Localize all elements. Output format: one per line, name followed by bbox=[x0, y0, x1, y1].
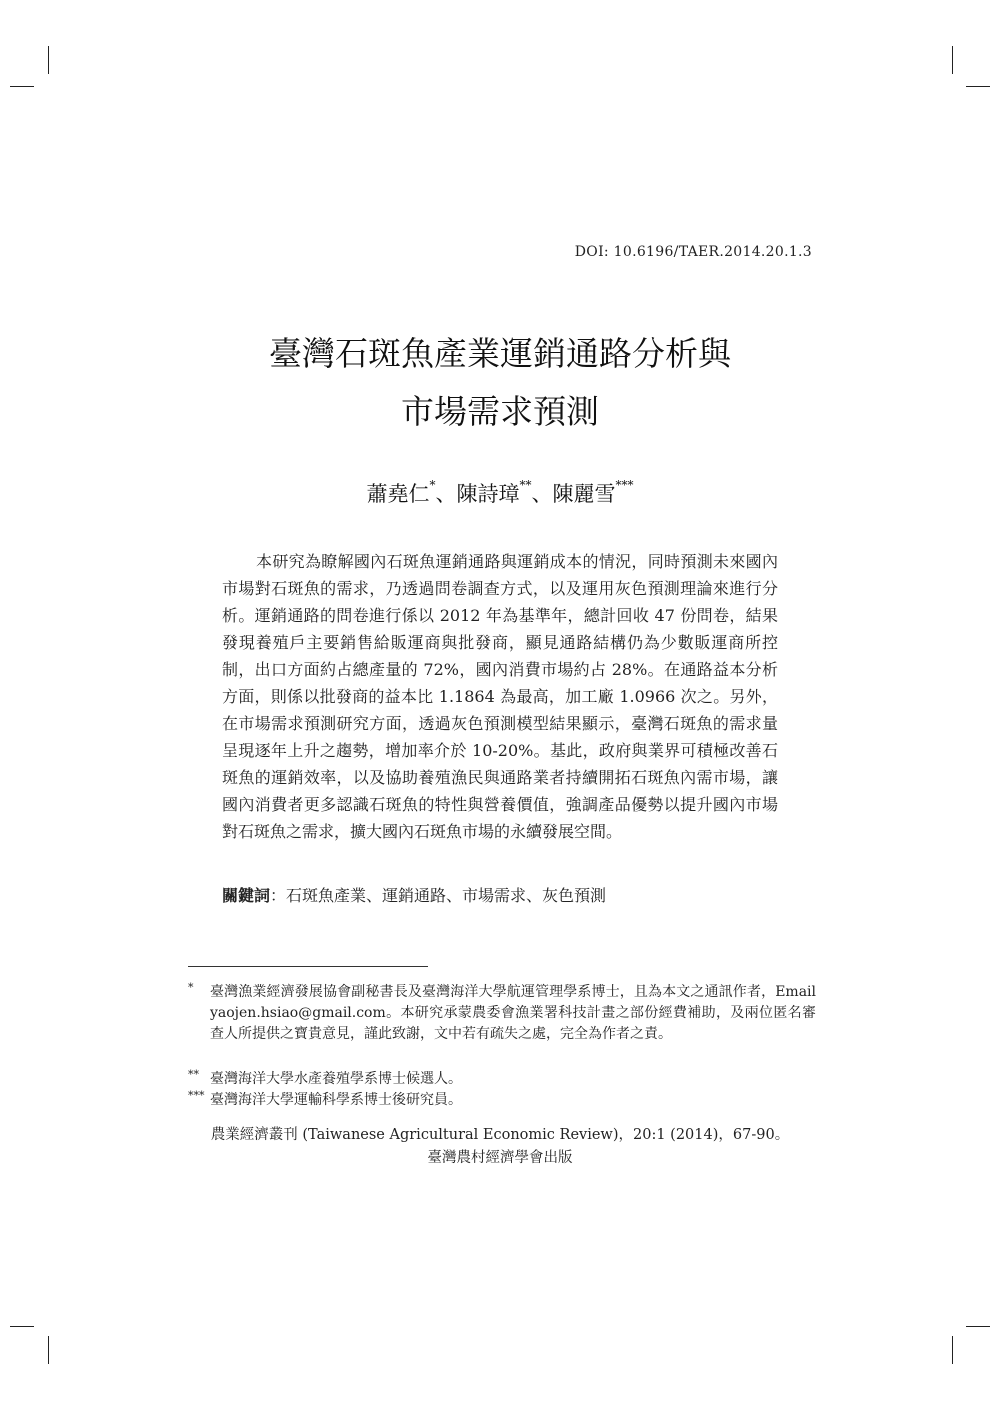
author-list bbox=[0, 478, 1000, 508]
keywords bbox=[222, 883, 778, 906]
crop-mark-top-right-vertical bbox=[952, 46, 953, 74]
footnote bbox=[188, 982, 816, 1045]
crop-mark-top-right-horizontal bbox=[966, 86, 990, 87]
abstract: 本研究為瞭解國內石斑魚運銷通路與運銷成本的情況，同時預測未來國內市場對石斑魚的需求，乃透過問卷調查方式，以及運用灰色預測理論來進行分析。運銷通路的問卷進行係以 2012 年為基準年，總計回收 47 份問卷，結果發現養殖戶主要銷售給販運商與批發商，顯見通路結構仍為少數販運商所控制，出口方面約占總產量的 72%，國內消費市場約占 28%。在通路益本分析方面，則係以批發商的益本比 1.1864 為最高，加工廠 1.0966 次之。另外，在市場需求預測研究方面，透過灰色預測模型結果顯示，臺灣石斑魚的需求量呈現逐年上升之趨勢，增加率介於 10-20%。基此，政府與業界可積極改善石斑魚的運銷效率，以及協助養殖漁民與通路業者持續開拓石斑魚內需市場，讓國內消費者更多認識石斑魚的特性與營養價值，強調產品優勢以提升國內市場對石斑魚之需求，擴大國內石斑魚市場的永續發展空間。 bbox=[222, 552, 778, 841]
footnote bbox=[188, 1090, 816, 1111]
footnote-divider bbox=[188, 966, 428, 967]
keywords-text: ：石斑魚產業、運銷通路、市場需求、灰色預測 bbox=[270, 886, 607, 905]
author-footnote-mark: *** bbox=[615, 478, 634, 492]
footnote-text: 臺灣漁業經濟發展協會副秘書長及臺灣海洋大學航運管理學系博士，且為本文之通訊作者，Email yaojen.hsiao@gmail.com。本研究承蒙農委會漁業署科技計畫之部份經費補助，及兩位匿名審查人所提供之寶貴意見，謹此致謝，文中若有疏失之處，完全為作者之責。 bbox=[210, 984, 816, 1042]
footnote-mark: ** bbox=[188, 1068, 199, 1081]
crop-mark-bottom-left-horizontal bbox=[10, 1326, 34, 1327]
crop-mark-bottom-left-vertical bbox=[48, 1336, 49, 1364]
title-line-1: 臺灣石斑魚產業運銷通路分析與 bbox=[269, 334, 731, 373]
footnote-mark: * bbox=[188, 981, 194, 994]
paper-title bbox=[0, 325, 1000, 441]
author-footnote-mark: * bbox=[429, 478, 436, 492]
keywords-label: 關鍵詞 bbox=[222, 886, 271, 905]
author-name: 陳麗雪 bbox=[552, 482, 616, 506]
footnote-text: 臺灣海洋大學運輸科學系博士後研究員。 bbox=[210, 1092, 462, 1108]
doi: DOI: 10.6196/TAER.2014.20.1.3 bbox=[574, 244, 812, 260]
journal-citation: 農業經濟叢刊 (Taiwanese Agricultural Economic Review)，20:1 (2014)，67-90。 bbox=[210, 1127, 790, 1143]
footnote-text: 臺灣海洋大學水產養殖學系博士候選人。 bbox=[210, 1071, 462, 1087]
crop-mark-bottom-right-horizontal bbox=[966, 1326, 990, 1327]
crop-mark-bottom-right-vertical bbox=[952, 1336, 953, 1364]
author-name: 蕭堯仁 bbox=[366, 482, 430, 506]
author-footnote-mark: ** bbox=[519, 478, 532, 492]
author-name: 陳詩璋 bbox=[456, 482, 520, 506]
author-separator: 、 bbox=[435, 482, 457, 506]
footnote bbox=[188, 1069, 816, 1090]
crop-mark-top-left-vertical bbox=[48, 46, 49, 74]
crop-mark-top-left-horizontal bbox=[10, 86, 34, 87]
title-line-2: 市場需求預測 bbox=[401, 392, 599, 431]
journal-publisher: 臺灣農村經濟學會出版 bbox=[427, 1150, 573, 1166]
author-separator: 、 bbox=[531, 482, 553, 506]
footnote-mark: *** bbox=[188, 1089, 205, 1102]
journal-info bbox=[0, 1124, 1000, 1170]
